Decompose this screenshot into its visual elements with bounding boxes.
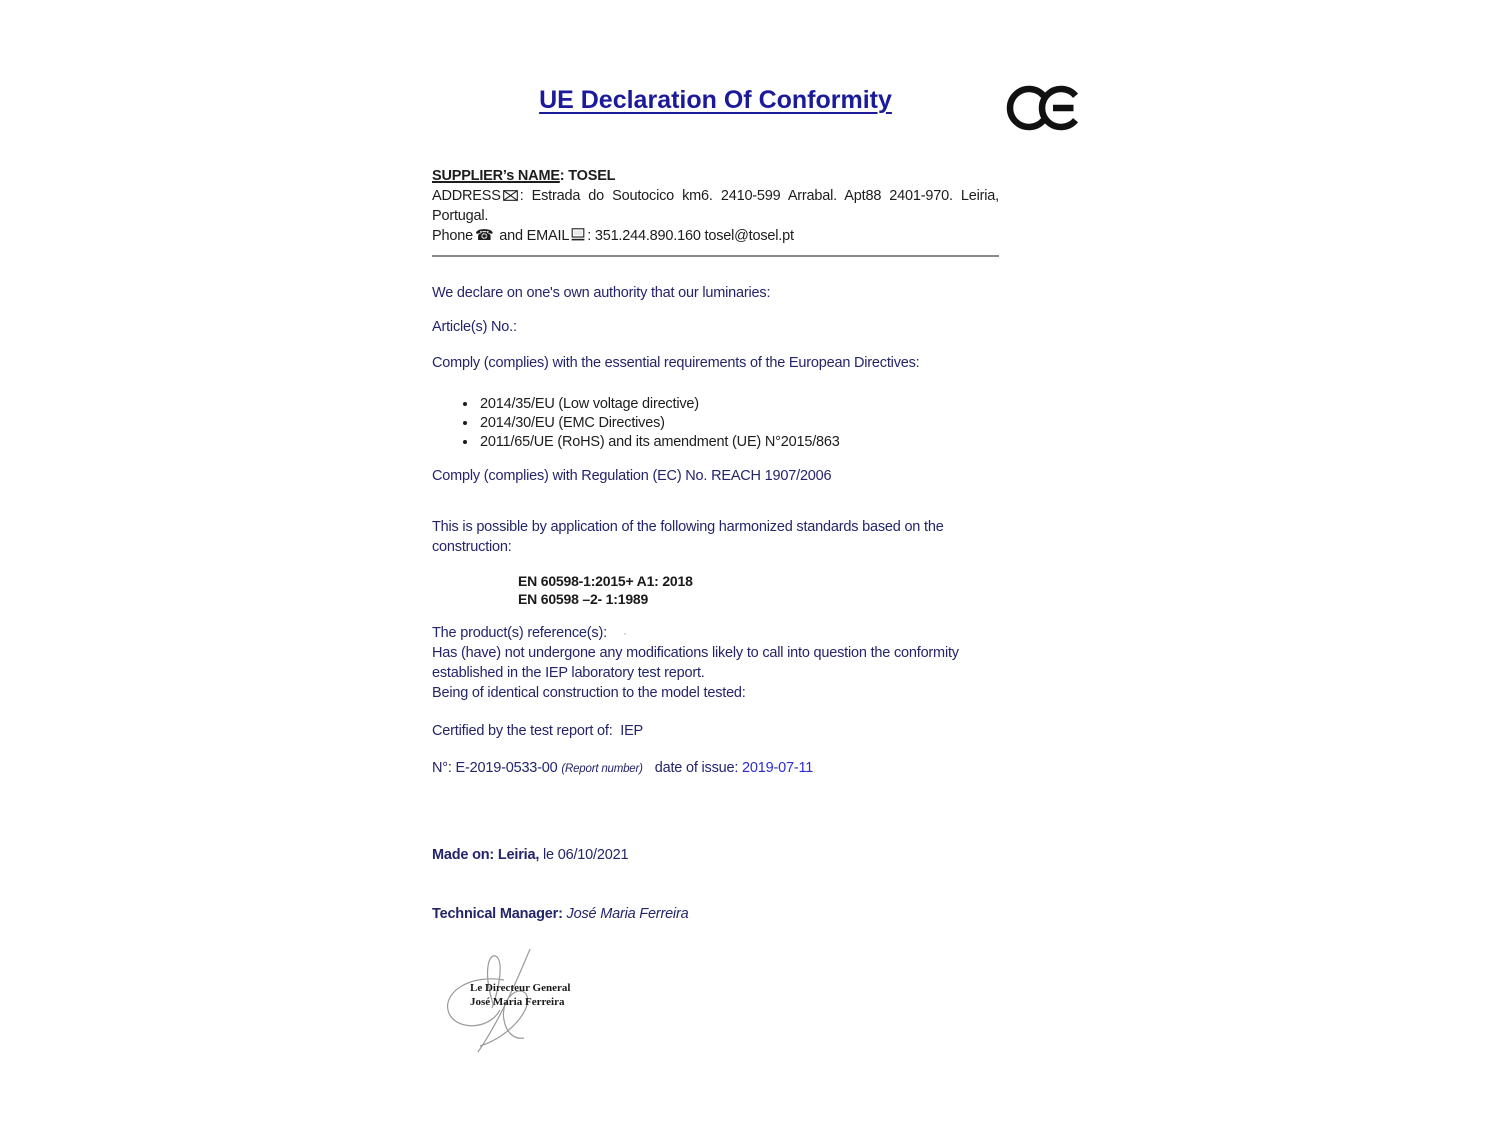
- made-on-line: [432, 845, 999, 865]
- stray-mark: ·: [622, 626, 627, 640]
- identical-construction-text: Being of identical construction to the model tested:: [432, 685, 746, 701]
- computer-icon: [571, 228, 585, 241]
- made-on-value: le 06/10/2021: [543, 847, 629, 863]
- supplier-name-label: SUPPLIER’s NAME: [432, 168, 560, 184]
- certified-by-text: Certified by the test report of: IEP: [432, 723, 644, 739]
- supplier-contact-line: [432, 226, 999, 246]
- phone-label: Phone: [432, 228, 473, 244]
- address-label: ADDRESS: [432, 188, 501, 204]
- harmonized-intro-text: This is possible by application of the following harmonized standards based on the construction:: [432, 519, 944, 555]
- comply-reach-text: Comply (complies) with Regulation (EC) No. REACH 1907/2006: [432, 468, 832, 484]
- ce-mark-icon: [1006, 82, 1078, 134]
- technical-manager-value: José Maria Ferreira: [566, 906, 689, 922]
- address-value: : Estrada do Soutocico km6. 2410-599 Arrabal. Apt88 2401-970. Leiria, Portugal.: [432, 188, 999, 224]
- ce-mark-icon: [1006, 82, 1078, 134]
- divider-rule: [432, 255, 999, 257]
- email-label: and EMAIL: [495, 228, 570, 244]
- report-number-note: (Report number): [561, 763, 643, 775]
- page-title: UE Declaration Of Conformity: [539, 86, 892, 114]
- supplier-name-value: : TOSEL: [559, 168, 616, 184]
- envelope-icon: [503, 190, 518, 201]
- signature: [438, 946, 570, 1062]
- document-body: [432, 166, 999, 924]
- directive-item: • 2011/65/UE (RoHS) and its amendment (UE) N°2015/863: [478, 433, 999, 452]
- standard-item: EN 60598-1:2015+ A1: 2018: [518, 573, 693, 589]
- signature-title: Le Directeur General: [470, 982, 571, 994]
- directive-item: • 2014/35/EU (Low voltage directive): [478, 395, 999, 414]
- supplier-name-line: [432, 166, 999, 186]
- we-declare-text: We declare on one's own authority that our luminaries:: [432, 285, 771, 301]
- comply-directives-text: Comply (complies) with the essential requirements of the European Directives:: [432, 355, 920, 371]
- technical-manager-line: [432, 904, 999, 924]
- signature-text: [470, 982, 570, 1009]
- signature-name: José Maria Ferreira: [470, 995, 565, 1008]
- modifications-text: Has (have) not undergone any modifications likely to call into question the conformity established in the IEP laboratory test report.: [432, 645, 959, 681]
- contact-value: : 351.244.890.160 tosel@tosel.pt: [587, 228, 794, 244]
- supplier-address-line: [432, 186, 999, 226]
- date-of-issue-label: date of issue:: [654, 760, 739, 776]
- directives-list: [432, 395, 999, 452]
- standard-item: EN 60598 –2- 1:1989: [518, 591, 649, 607]
- directive-item: • 2014/30/EU (EMC Directives): [478, 414, 999, 433]
- product-reference-text: The product(s) reference(s):: [432, 625, 607, 641]
- articles-no-text: Article(s) No.:: [432, 319, 517, 335]
- product-reference-block: [432, 623, 999, 703]
- telephone-icon: ☎: [474, 227, 494, 244]
- report-number: N°: E-2019-0533-00: [432, 760, 558, 776]
- technical-manager-label: Technical Manager:: [432, 906, 563, 922]
- standards-list: [518, 572, 999, 608]
- date-of-issue-value: 2019-07-11: [742, 760, 814, 776]
- report-line: [432, 758, 999, 779]
- made-on-label: Made on: Leiria,: [432, 847, 540, 863]
